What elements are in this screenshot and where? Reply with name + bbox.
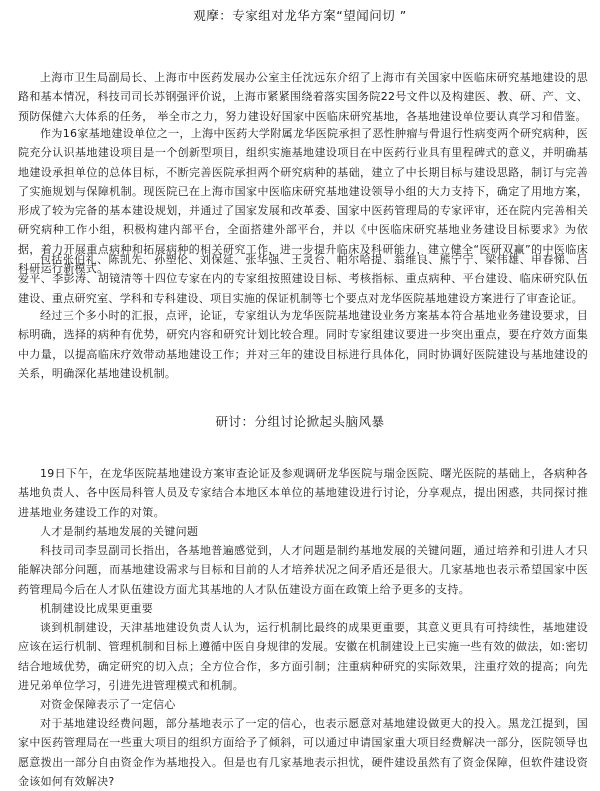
paragraph-talent: 科技司司李昱副司长指出，各基地普遍感觉到，人才问题是制约基地发展的关键问题，通过培养和引进人才只能解决部分问题，而基地建设需求与目标和目前的人才培养状况之间矛盾还是很大。几家基地也表示希望国家中医药管理局今后在人才队伍建设方面尤其基地的人才队伍建设方面在政策上给予更多的支持。 xyxy=(18,544,588,596)
section-title-observation: 观摩：专家组对龙华方案“望闻问切 ” xyxy=(193,8,407,23)
paragraph-funding: 对于基地建设经费问题，部分基地表示了一定的信心，也表示愿意对基地建设做更大的投入。黑龙江提到，国家中医药管理局在一些重大项目的组织方面给予了倾斜，可以通过申请国家重大项目经费解决一部分，医院领导也愿意拨出一部分自由资金作为基地投入。但是也有几家基地表示担忧，硬件建设虽然有了资金保障，但软件建设资金该如何有效解决? xyxy=(18,717,588,788)
section-title-discussion: 研讨：分组讨论掀起头脑风暴 xyxy=(215,414,385,429)
paragraph-mechanism: 谈到机制建设，天津基地建设负责人认为，运行机制比最终的成果更重要，其意义更具有可持续性，基地建设应该在运行机制、管理机制和目标上遵循中医自身规律的发展。安徽在机制建设上已实施一些有效的做法，如:密切结合地域优势，确定研究的切入点；全方位合作，多方面引制；注重病种研究的实际效果，注重疗效的提高；向先进兄弟单位学习，引进先进管理模式和机制。 xyxy=(18,621,588,692)
paragraph-expert-conclusion: 经过三个多小时的汇报，点评，论证，专家组认为龙华医院基地建设业务方案基本符合基地业务建设要求，目标明确，选择的病种有优势，研究内容和研究计划比较合理。同时专家组建议要进一步突出重点，要在疗效方面集中力量，以提高临床疗效带动基地建设工作；并对三年的建设目标进行具体化，同时协调好医院建设与基地建设的关系，明确深化基地建设机制。 xyxy=(18,309,588,380)
paragraph-intro: 上海市卫生局副局长、上海市中医药发展办公室主任沈远东介绍了上海市有关国家中医临床研究基地建设的思路和基本情况，科技司司长苏钢强评价说，上海市紧紧围绕着落实国务院22号文件以及构建医、教、研、产、文、预防保健六大体系的任务， 举全市之力，努力建设好国家中医临床研究基地，各基地建设单位要认真学习和借鉴。 xyxy=(18,71,588,123)
paragraph-expert-panel: 包括张伯礼、陈凯先、孙塑伦、刘保延、张华强、王灵台、帕尔哈提、翁维良、熊宁宁、梁伟雄、申春悌、吕爱平、李彭涛、胡镜清等十四位专家在内的专家组按照建设目标、考核指标、重点病种、平台建设、临床研究队伍建设、重点研究室、学科和专科建设、项目实施的保证机制等七个要点对龙华医院基地建设方案进行了审查论证。 xyxy=(18,253,588,305)
subheading-funding: 对资金保障表示了一定信心 xyxy=(40,698,176,711)
paragraph-discussion-intro: 19日下午，在龙华医院基地建设方案审查论证及参观调研龙华医院与瑞金医院、曙光医院的基础上，各病种各基地负责人、各中医局科管人员及专家结合本地区本单位的基地建设进行讨论，分享观点，提出困惑，共同探讨推进基地业务建设工作的对策。 xyxy=(18,467,588,519)
paragraph-longhua-overview: 作为16家基地建设单位之一，上海中医药大学附属龙华医院承担了恶性肿瘤与骨退行性病变两个研究病种，医院充分认识基地建设项目是一个创新型项目，组织实施基地建设项目在中医药行业具有里程碑式的意义，并明确基地建设承担单位的总体目标，不断完善医院承担两个研究病种的基础，建立了中长期目标与建设思路，制订与完善了实施规划与保障机制。现医院已在上海市国家中医临床研究基地建设领导小组的大力支持下，确定了用地方案，形成了较为完备的基本建设规划，并通过了国家发展和改革委、国家中医药管理局的专家评审，还在院内完善相关研究病种工作小组，积极构建内部平台，全面搭建外部平台，并以《中医临床研究基地业务建设目标要求》为依据，着力开展重点病种和拓展病种的相关研究工作，进一步提升临床及科研能力，建立健全“医研双赢”的中医临床科研运行新模式。 xyxy=(18,127,588,276)
subheading-mechanism: 机制建设比成果更重要 xyxy=(40,602,153,615)
subheading-talent: 人才是制约基地发展的关键问题 xyxy=(40,525,199,538)
